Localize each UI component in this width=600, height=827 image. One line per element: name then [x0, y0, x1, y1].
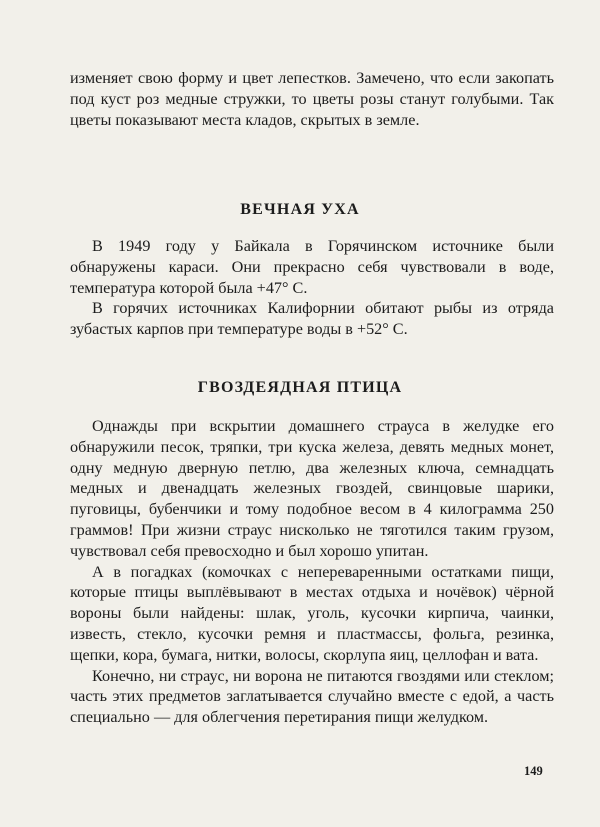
intro-text — [70, 68, 554, 130]
section2-paragraph: Однажды при вскрытии домашнего страуса в желудке его обнаружили песок, тряпки, три куска железа, девять медных монет, одну медную дверную петлю, два железных ключа, семнадцать медных и двенадцать железных гвоздей, свинцовые шарики, пуговицы, бубенчики и тому подобное весом в 4 килограмма 250 граммов! При жизни страус нисколько не тяготился таким грузом, чувствовал себя превосходно и был хорошо упитан. — [70, 417, 554, 560]
page-number: 149 — [524, 764, 543, 778]
section2-paragraph: Конечно, ни страус, ни ворона не питаются гвоздями или стеклом; часть этих предметов заглатывается случайно вместе с едой, а часть специально — для облегчения перетирания пищи желудком. — [70, 666, 554, 727]
section1-text — [70, 236, 554, 340]
section2-text — [70, 416, 554, 728]
section1-paragraph: В горячих источниках Калифорнии обитают рыбы из отряда зубастых карпов при температуре воды в +52° С. — [70, 299, 554, 339]
intro-paragraph: изменяет свою форму и цвет лепестков. Замечено, что если закопать под куст роз медные стружки, то цветы розы станут голубыми. Так цветы показывают места кладов, скрытых в земле. — [70, 69, 554, 129]
section-title-nail-eating-bird: ГВОЗДЕЯДНАЯ ПТИЦА — [197, 379, 403, 396]
section-title-eternal-fish-soup: ВЕЧНАЯ УХА — [240, 201, 360, 218]
section2-paragraph: А в погадках (комочках с непереваренными остатками пищи, которые птицы выплёвывают в местах отдыха и ночёвок) чёрной вороны были найдены: шлак, уголь, кусочки кирпича, чаинки, известь, стекло, кусочки ремня и пластмассы, фольга, резинка, щепки, кора, бумага, нитки, волосы, скорлупа яиц, целлофан и вата. — [70, 562, 554, 664]
section1-paragraph: В 1949 году у Байкала в Горячинском источнике были обнаружены караси. Они прекрасно себя чувствовали в воде, температура которой была +47° С. — [70, 237, 554, 297]
